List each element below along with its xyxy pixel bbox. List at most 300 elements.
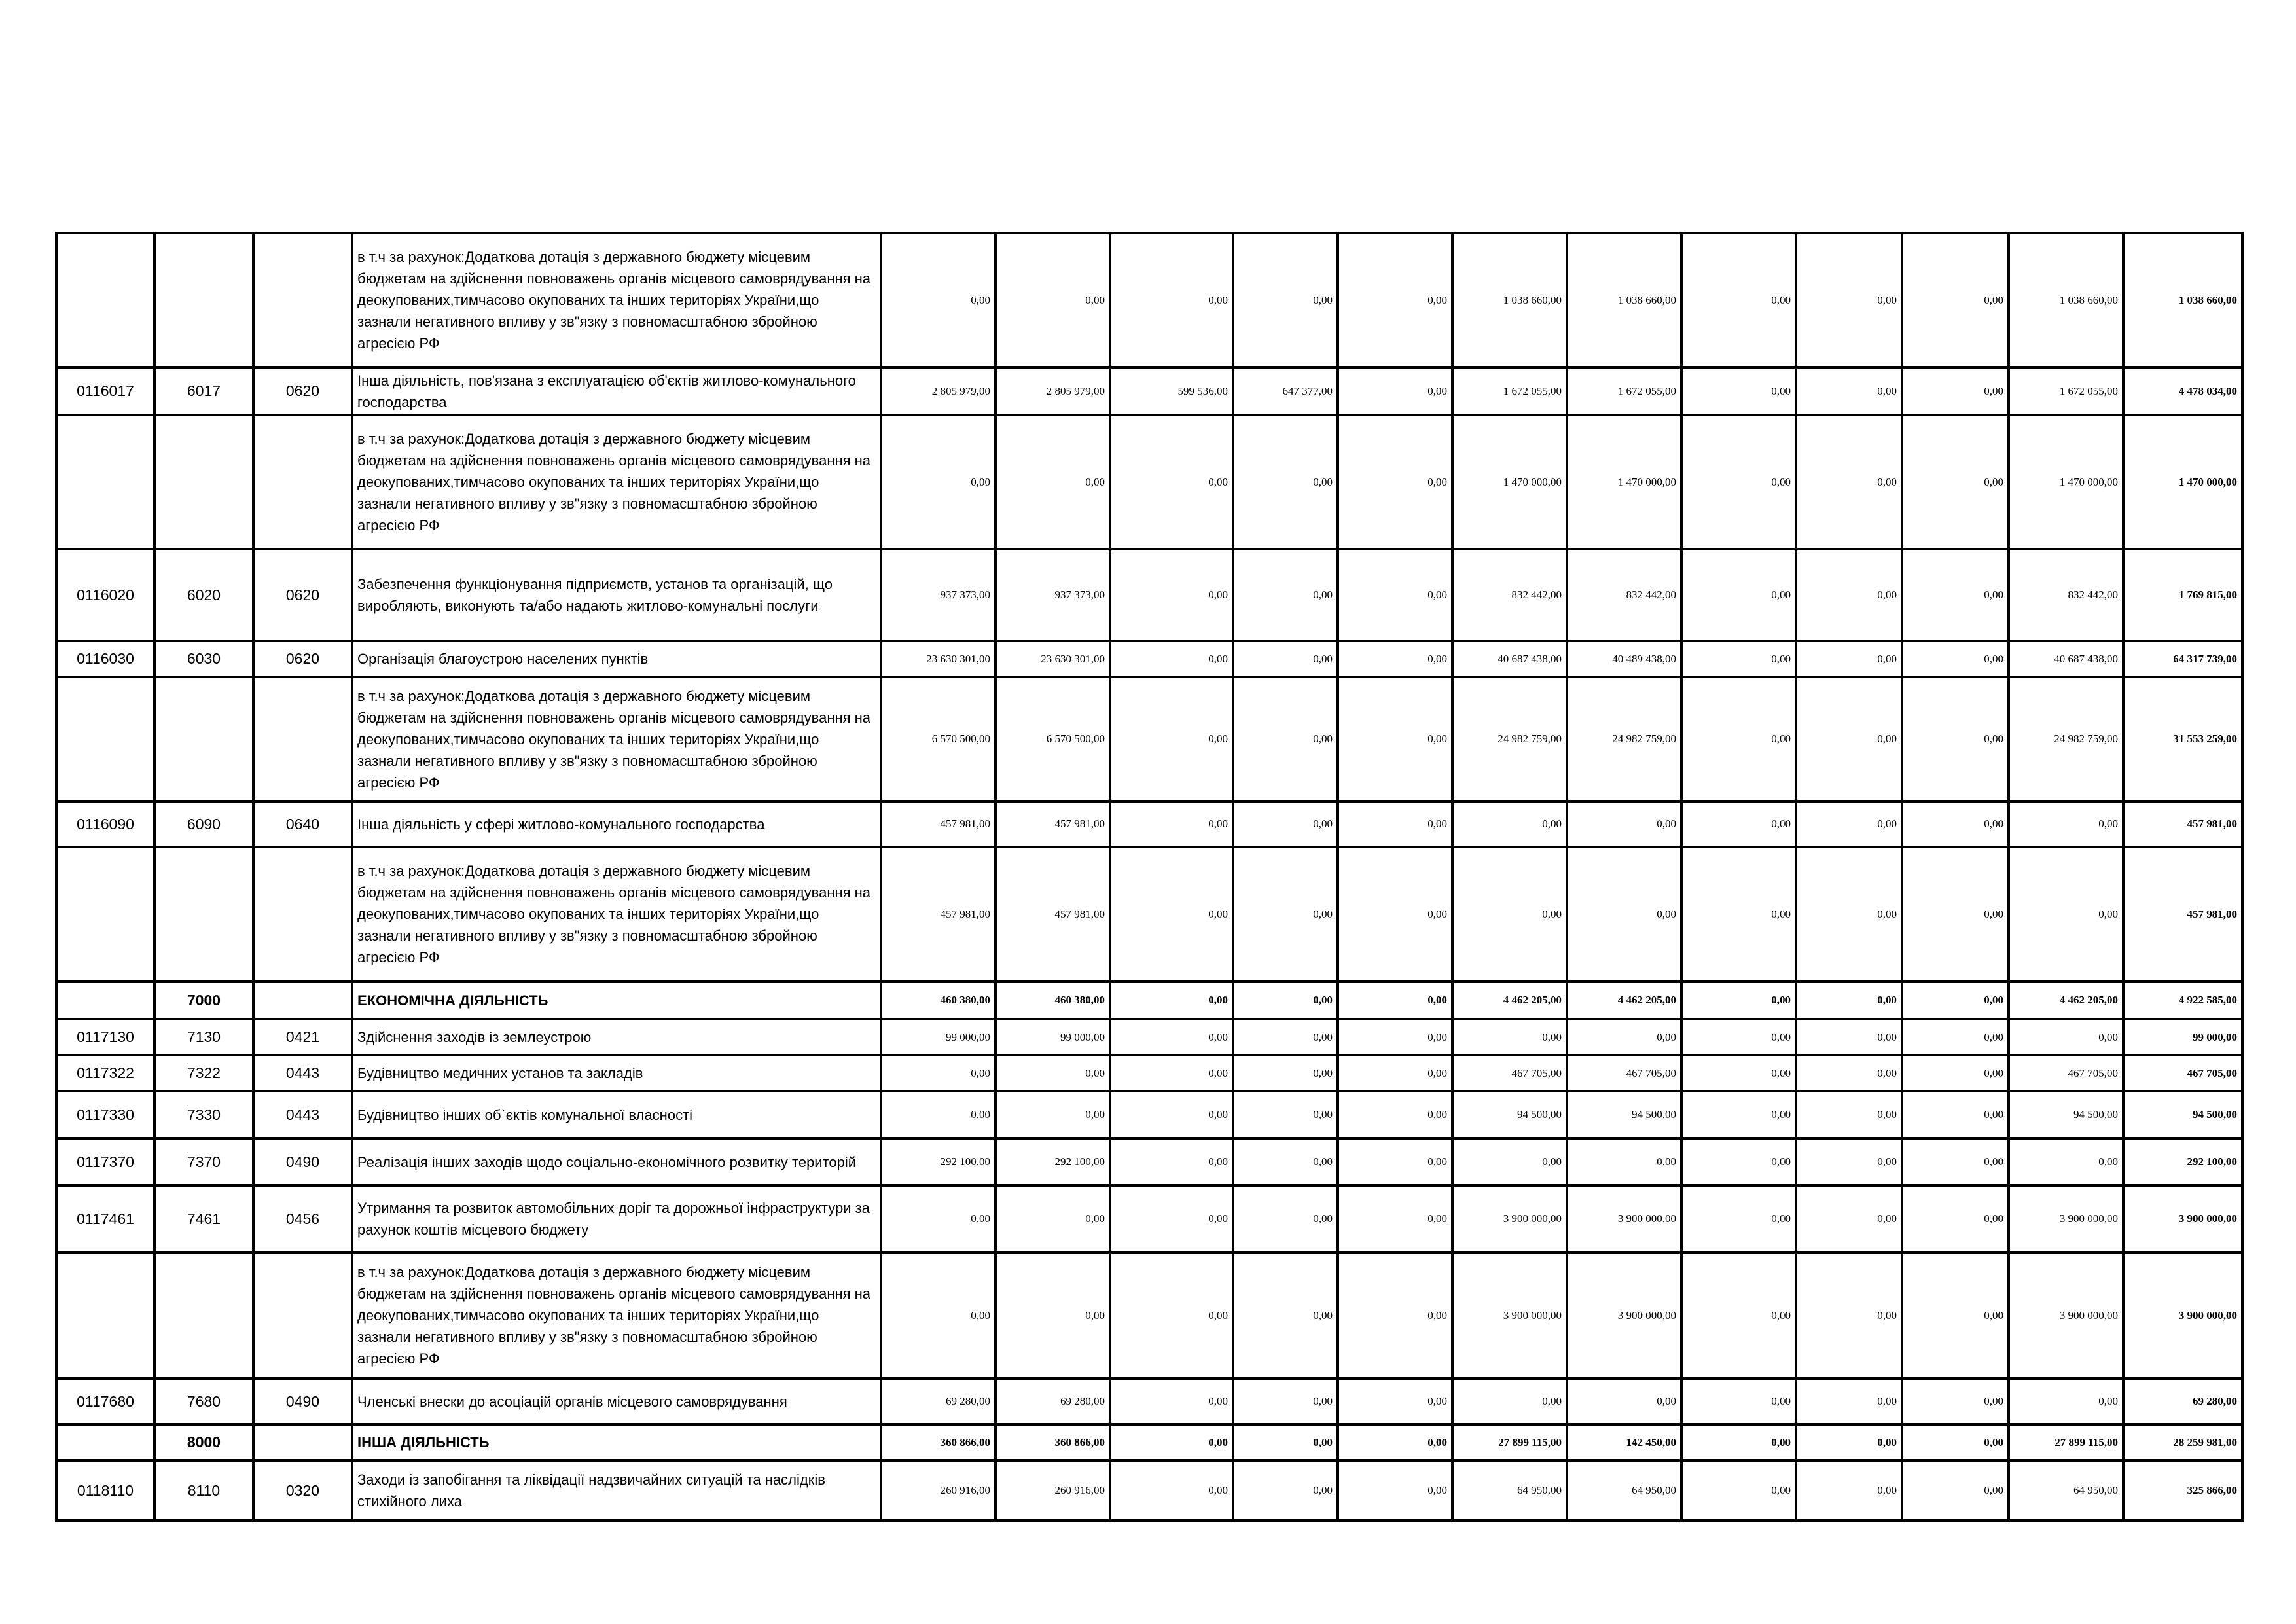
function-code-cell [154, 1252, 253, 1379]
amount-cell: 0,00 [996, 415, 1110, 549]
amount-cell: 260 916,00 [881, 1460, 996, 1521]
amount-cell: 0,00 [1110, 1185, 1233, 1252]
amount-cell: 0,00 [881, 415, 996, 549]
amount-cell: 24 982 759,00 [1567, 677, 1681, 801]
amount-cell: 0,00 [1796, 549, 1902, 641]
function-code-cell: 7680 [154, 1379, 253, 1424]
amount-cell: 0,00 [1338, 415, 1452, 549]
program-code-cell: 0116030 [56, 641, 154, 677]
description-cell: Утримання та розвиток автомобільних доріг та дорожньої інфраструктури за рахунок коштів місцевого бюджету [352, 1185, 881, 1252]
amount-cell: 0,00 [1233, 981, 1338, 1019]
total-cell: 457 981,00 [2123, 801, 2242, 847]
amount-cell: 40 687 438,00 [2009, 641, 2123, 677]
amount-cell: 0,00 [1902, 677, 2009, 801]
classification-code-cell: 0620 [253, 367, 352, 415]
amount-cell: 0,00 [1796, 801, 1902, 847]
amount-cell: 0,00 [1681, 1379, 1796, 1424]
function-code-cell: 6017 [154, 367, 253, 415]
amount-cell: 0,00 [1796, 233, 1902, 367]
table-row [56, 1019, 2242, 1055]
amount-cell: 832 442,00 [1452, 549, 1567, 641]
classification-code-cell [253, 415, 352, 549]
amount-cell: 0,00 [1110, 1091, 1233, 1138]
total-cell: 4 922 585,00 [2123, 981, 2242, 1019]
function-code-cell [154, 233, 253, 367]
amount-cell: 0,00 [1338, 1185, 1452, 1252]
description-cell: в т.ч за рахунок:Додаткова дотація з державного бюджету місцевим бюджетам на здійснення повноважень органів місцевого самоврядування на деокупованих,тимчасово окупованих та інших територіях України,що зазнали негативного впливу у зв"язку з повномасштабною збройною агресією РФ [352, 233, 881, 367]
amount-cell: 0,00 [1902, 1460, 2009, 1521]
program-code-cell: 0117330 [56, 1091, 154, 1138]
total-cell: 4 478 034,00 [2123, 367, 2242, 415]
amount-cell: 0,00 [996, 1252, 1110, 1379]
amount-cell: 360 866,00 [996, 1424, 1110, 1460]
amount-cell: 94 500,00 [1452, 1091, 1567, 1138]
table-row [56, 1379, 2242, 1424]
table-row [56, 1185, 2242, 1252]
table-row [56, 801, 2242, 847]
amount-cell: 292 100,00 [881, 1138, 996, 1185]
amount-cell: 0,00 [1796, 1138, 1902, 1185]
amount-cell: 0,00 [1110, 641, 1233, 677]
amount-cell: 0,00 [881, 1252, 996, 1379]
amount-cell: 4 462 205,00 [2009, 981, 2123, 1019]
amount-cell: 0,00 [1902, 1055, 2009, 1091]
amount-cell: 0,00 [1110, 1460, 1233, 1521]
total-cell: 69 280,00 [2123, 1379, 2242, 1424]
function-code-cell: 7130 [154, 1019, 253, 1055]
classification-code-cell: 0620 [253, 641, 352, 677]
amount-cell: 1 672 055,00 [2009, 367, 2123, 415]
amount-cell: 0,00 [1796, 981, 1902, 1019]
amount-cell: 937 373,00 [881, 549, 996, 641]
amount-cell: 64 950,00 [1452, 1460, 1567, 1521]
amount-cell: 0,00 [1681, 677, 1796, 801]
function-code-cell: 6030 [154, 641, 253, 677]
total-cell: 457 981,00 [2123, 847, 2242, 981]
amount-cell: 832 442,00 [2009, 549, 2123, 641]
description-cell: Реалізація інших заходів щодо соціально-економічного розвитку територій [352, 1138, 881, 1185]
amount-cell: 0,00 [1338, 801, 1452, 847]
amount-cell: 0,00 [1338, 233, 1452, 367]
amount-cell: 0,00 [1233, 1424, 1338, 1460]
amount-cell: 0,00 [1233, 801, 1338, 847]
amount-cell: 457 981,00 [881, 847, 996, 981]
amount-cell: 0,00 [1110, 1019, 1233, 1055]
function-code-cell: 7461 [154, 1185, 253, 1252]
amount-cell: 3 900 000,00 [1452, 1252, 1567, 1379]
amount-cell: 0,00 [1338, 641, 1452, 677]
amount-cell: 0,00 [1681, 1424, 1796, 1460]
amount-cell: 94 500,00 [2009, 1091, 2123, 1138]
subrow [56, 847, 2242, 981]
amount-cell: 0,00 [1796, 1424, 1902, 1460]
amount-cell: 94 500,00 [1567, 1091, 1681, 1138]
amount-cell: 3 900 000,00 [1567, 1252, 1681, 1379]
description-cell: ІНША ДІЯЛЬНІСТЬ [352, 1424, 881, 1460]
function-code-cell: 8110 [154, 1460, 253, 1521]
table-row [56, 367, 2242, 415]
amount-cell: 0,00 [2009, 1138, 2123, 1185]
amount-cell: 0,00 [1233, 1055, 1338, 1091]
amount-cell: 467 705,00 [2009, 1055, 2123, 1091]
amount-cell: 0,00 [1233, 1091, 1338, 1138]
amount-cell: 0,00 [1110, 1424, 1233, 1460]
amount-cell: 0,00 [1681, 641, 1796, 677]
amount-cell: 0,00 [1233, 1460, 1338, 1521]
total-cell: 31 553 259,00 [2123, 677, 2242, 801]
amount-cell: 0,00 [1681, 367, 1796, 415]
amount-cell: 0,00 [1110, 677, 1233, 801]
amount-cell: 0,00 [1681, 233, 1796, 367]
amount-cell: 0,00 [881, 1185, 996, 1252]
amount-cell: 0,00 [1233, 549, 1338, 641]
amount-cell: 460 380,00 [881, 981, 996, 1019]
amount-cell: 0,00 [1902, 1185, 2009, 1252]
amount-cell: 0,00 [1233, 1185, 1338, 1252]
amount-cell: 0,00 [1110, 1055, 1233, 1091]
program-code-cell: 0117461 [56, 1185, 154, 1252]
amount-cell: 599 536,00 [1110, 367, 1233, 415]
amount-cell: 6 570 500,00 [996, 677, 1110, 801]
amount-cell: 0,00 [1902, 1424, 2009, 1460]
amount-cell: 0,00 [1110, 1379, 1233, 1424]
amount-cell: 0,00 [1902, 549, 2009, 641]
amount-cell: 0,00 [2009, 1019, 2123, 1055]
description-cell: Інша діяльність, пов'язана з експлуатацією об'єктів житлово-комунального господарства [352, 367, 881, 415]
amount-cell: 0,00 [1233, 415, 1338, 549]
total-cell: 467 705,00 [2123, 1055, 2242, 1091]
table-row [56, 1460, 2242, 1521]
amount-cell: 40 489 438,00 [1567, 641, 1681, 677]
amount-cell: 0,00 [1233, 847, 1338, 981]
amount-cell: 0,00 [1796, 1460, 1902, 1521]
amount-cell: 0,00 [1681, 847, 1796, 981]
total-cell: 1 470 000,00 [2123, 415, 2242, 549]
total-cell: 99 000,00 [2123, 1019, 2242, 1055]
amount-cell: 0,00 [1902, 233, 2009, 367]
program-code-cell [56, 1252, 154, 1379]
amount-cell: 292 100,00 [996, 1138, 1110, 1185]
program-code-cell: 0116020 [56, 549, 154, 641]
amount-cell: 4 462 205,00 [1452, 981, 1567, 1019]
amount-cell: 0,00 [1110, 549, 1233, 641]
amount-cell: 0,00 [1681, 1091, 1796, 1138]
amount-cell: 0,00 [1233, 233, 1338, 367]
classification-code-cell [253, 847, 352, 981]
amount-cell: 0,00 [1902, 1138, 2009, 1185]
table-body [56, 233, 2242, 1521]
amount-cell: 0,00 [1233, 1379, 1338, 1424]
description-cell: Забезпечення функціонування підприємств, установ та організацій, що виробляють, виконують та/або надають житлово-комунальні послуги [352, 549, 881, 641]
function-code-cell: 7322 [154, 1055, 253, 1091]
amount-cell: 0,00 [1567, 1138, 1681, 1185]
amount-cell: 0,00 [1681, 1460, 1796, 1521]
amount-cell: 0,00 [1110, 415, 1233, 549]
amount-cell: 0,00 [1338, 981, 1452, 1019]
amount-cell: 0,00 [1110, 1252, 1233, 1379]
amount-cell: 260 916,00 [996, 1460, 1110, 1521]
amount-cell: 457 981,00 [996, 847, 1110, 981]
amount-cell: 0,00 [1452, 1019, 1567, 1055]
amount-cell: 0,00 [1796, 1185, 1902, 1252]
program-code-cell [56, 981, 154, 1019]
amount-cell: 0,00 [1110, 801, 1233, 847]
amount-cell: 0,00 [1902, 641, 2009, 677]
amount-cell: 457 981,00 [881, 801, 996, 847]
amount-cell: 0,00 [1902, 801, 2009, 847]
amount-cell: 0,00 [1233, 1252, 1338, 1379]
amount-cell: 0,00 [1681, 1252, 1796, 1379]
subrow [56, 677, 2242, 801]
amount-cell: 0,00 [1567, 1379, 1681, 1424]
amount-cell: 1 470 000,00 [1452, 415, 1567, 549]
amount-cell: 0,00 [1452, 1379, 1567, 1424]
program-code-cell: 0117370 [56, 1138, 154, 1185]
program-code-cell [56, 847, 154, 981]
table-row [56, 1138, 2242, 1185]
function-code-cell [154, 677, 253, 801]
program-code-cell [56, 233, 154, 367]
classification-code-cell: 0490 [253, 1379, 352, 1424]
function-code-cell: 7330 [154, 1091, 253, 1138]
amount-cell: 0,00 [996, 1091, 1110, 1138]
amount-cell: 0,00 [1796, 367, 1902, 415]
program-code-cell: 0117322 [56, 1055, 154, 1091]
amount-cell: 0,00 [2009, 801, 2123, 847]
amount-cell: 0,00 [996, 1185, 1110, 1252]
amount-cell: 0,00 [1567, 1019, 1681, 1055]
amount-cell: 0,00 [996, 233, 1110, 367]
subrow [56, 1252, 2242, 1379]
amount-cell: 0,00 [1902, 1019, 2009, 1055]
section-row [56, 981, 2242, 1019]
amount-cell: 0,00 [1567, 847, 1681, 981]
amount-cell: 0,00 [1233, 641, 1338, 677]
amount-cell: 1 470 000,00 [1567, 415, 1681, 549]
classification-code-cell: 0320 [253, 1460, 352, 1521]
amount-cell: 460 380,00 [996, 981, 1110, 1019]
function-code-cell: 6090 [154, 801, 253, 847]
description-cell: в т.ч за рахунок:Додаткова дотація з державного бюджету місцевим бюджетам на здійснення повноважень органів місцевого самоврядування на деокупованих,тимчасово окупованих та інших територіях України,що зазнали негативного впливу у зв"язку з повномасштабною збройною агресією РФ [352, 1252, 881, 1379]
amount-cell: 0,00 [881, 233, 996, 367]
description-cell: Організація благоустрою населених пунктів [352, 641, 881, 677]
amount-cell: 1 672 055,00 [1567, 367, 1681, 415]
total-cell: 325 866,00 [2123, 1460, 2242, 1521]
amount-cell: 23 630 301,00 [881, 641, 996, 677]
description-cell: Будівництво інших об`єктів комунальної власності [352, 1091, 881, 1138]
amount-cell: 1 038 660,00 [2009, 233, 2123, 367]
amount-cell: 0,00 [2009, 847, 2123, 981]
amount-cell: 2 805 979,00 [881, 367, 996, 415]
amount-cell: 0,00 [1796, 1379, 1902, 1424]
amount-cell: 40 687 438,00 [1452, 641, 1567, 677]
amount-cell: 0,00 [1796, 847, 1902, 981]
function-code-cell [154, 847, 253, 981]
classification-code-cell [253, 1252, 352, 1379]
amount-cell: 0,00 [1681, 1019, 1796, 1055]
amount-cell: 0,00 [1681, 1138, 1796, 1185]
program-code-cell: 0117130 [56, 1019, 154, 1055]
description-cell: в т.ч за рахунок:Додаткова дотація з державного бюджету місцевим бюджетам на здійснення повноважень органів місцевого самоврядування на деокупованих,тимчасово окупованих та інших територіях України,що зазнали негативного впливу у зв"язку з повномасштабною збройною агресією РФ [352, 677, 881, 801]
amount-cell: 0,00 [1338, 1019, 1452, 1055]
total-cell: 3 900 000,00 [2123, 1252, 2242, 1379]
amount-cell: 457 981,00 [996, 801, 1110, 847]
amount-cell: 1 470 000,00 [2009, 415, 2123, 549]
total-cell: 64 317 739,00 [2123, 641, 2242, 677]
amount-cell: 0,00 [881, 1091, 996, 1138]
program-code-cell: 0117680 [56, 1379, 154, 1424]
amount-cell: 0,00 [1902, 1379, 2009, 1424]
amount-cell: 0,00 [996, 1055, 1110, 1091]
classification-code-cell [253, 1424, 352, 1460]
amount-cell: 2 805 979,00 [996, 367, 1110, 415]
amount-cell: 64 950,00 [2009, 1460, 2123, 1521]
total-cell: 1 038 660,00 [2123, 233, 2242, 367]
classification-code-cell: 0443 [253, 1055, 352, 1091]
amount-cell: 1 038 660,00 [1567, 233, 1681, 367]
amount-cell: 467 705,00 [1567, 1055, 1681, 1091]
table-row [56, 1055, 2242, 1091]
classification-code-cell: 0443 [253, 1091, 352, 1138]
amount-cell: 0,00 [1567, 801, 1681, 847]
amount-cell: 0,00 [1902, 981, 2009, 1019]
amount-cell: 142 450,00 [1567, 1424, 1681, 1460]
amount-cell: 0,00 [1338, 549, 1452, 641]
program-code-cell: 0118110 [56, 1460, 154, 1521]
amount-cell: 4 462 205,00 [1567, 981, 1681, 1019]
amount-cell: 0,00 [1233, 677, 1338, 801]
description-cell: в т.ч за рахунок:Додаткова дотація з державного бюджету місцевим бюджетам на здійснення повноважень органів місцевого самоврядування на деокупованих,тимчасово окупованих та інших територіях України,що зазнали негативного впливу у зв"язку з повномасштабною збройною агресією РФ [352, 847, 881, 981]
amount-cell: 1 672 055,00 [1452, 367, 1567, 415]
amount-cell: 0,00 [1902, 1252, 2009, 1379]
description-cell: в т.ч за рахунок:Додаткова дотація з державного бюджету місцевим бюджетам на здійснення повноважень органів місцевого самоврядування на деокупованих,тимчасово окупованих та інших територіях України,що зазнали негативного впливу у зв"язку з повномасштабною збройною агресією РФ [352, 415, 881, 549]
amount-cell: 360 866,00 [881, 1424, 996, 1460]
amount-cell: 6 570 500,00 [881, 677, 996, 801]
amount-cell: 27 899 115,00 [1452, 1424, 1567, 1460]
classification-code-cell: 0421 [253, 1019, 352, 1055]
amount-cell: 0,00 [1902, 1091, 2009, 1138]
total-cell: 94 500,00 [2123, 1091, 2242, 1138]
total-cell: 28 259 981,00 [2123, 1424, 2242, 1460]
total-cell: 292 100,00 [2123, 1138, 2242, 1185]
amount-cell: 0,00 [1338, 1424, 1452, 1460]
amount-cell: 64 950,00 [1567, 1460, 1681, 1521]
total-cell: 1 769 815,00 [2123, 549, 2242, 641]
function-code-cell: 7370 [154, 1138, 253, 1185]
amount-cell: 0,00 [1796, 641, 1902, 677]
classification-code-cell: 0456 [253, 1185, 352, 1252]
table-row [56, 549, 2242, 641]
amount-cell: 3 900 000,00 [1567, 1185, 1681, 1252]
amount-cell: 647 377,00 [1233, 367, 1338, 415]
amount-cell: 937 373,00 [996, 549, 1110, 641]
amount-cell: 0,00 [1796, 1091, 1902, 1138]
amount-cell: 27 899 115,00 [2009, 1424, 2123, 1460]
amount-cell: 99 000,00 [996, 1019, 1110, 1055]
program-code-cell [56, 677, 154, 801]
amount-cell: 0,00 [1233, 1138, 1338, 1185]
amount-cell: 0,00 [1338, 677, 1452, 801]
amount-cell: 3 900 000,00 [1452, 1185, 1567, 1252]
program-code-cell [56, 1424, 154, 1460]
function-code-cell: 8000 [154, 1424, 253, 1460]
amount-cell: 0,00 [1902, 415, 2009, 549]
program-code-cell: 0116017 [56, 367, 154, 415]
section-row [56, 1424, 2242, 1460]
amount-cell: 0,00 [1452, 801, 1567, 847]
program-code-cell [56, 415, 154, 549]
amount-cell: 0,00 [1681, 549, 1796, 641]
amount-cell: 0,00 [1902, 367, 2009, 415]
classification-code-cell [253, 981, 352, 1019]
amount-cell: 0,00 [1796, 1252, 1902, 1379]
classification-code-cell: 0640 [253, 801, 352, 847]
amount-cell: 0,00 [1338, 1379, 1452, 1424]
amount-cell: 467 705,00 [1452, 1055, 1567, 1091]
function-code-cell: 6020 [154, 549, 253, 641]
subrow [56, 233, 2242, 367]
classification-code-cell: 0490 [253, 1138, 352, 1185]
amount-cell: 0,00 [881, 1055, 996, 1091]
description-cell: Членські внески до асоціацій органів місцевого самоврядування [352, 1379, 881, 1424]
amount-cell: 0,00 [1681, 415, 1796, 549]
amount-cell: 0,00 [1681, 981, 1796, 1019]
table-row [56, 1091, 2242, 1138]
program-code-cell: 0116090 [56, 801, 154, 847]
classification-code-cell: 0620 [253, 549, 352, 641]
table-row [56, 641, 2242, 677]
amount-cell: 0,00 [1338, 1252, 1452, 1379]
amount-cell: 0,00 [1338, 1055, 1452, 1091]
description-cell: Здійснення заходів із землеустрою [352, 1019, 881, 1055]
amount-cell: 23 630 301,00 [996, 641, 1110, 677]
amount-cell: 0,00 [1110, 233, 1233, 367]
amount-cell: 69 280,00 [996, 1379, 1110, 1424]
amount-cell: 0,00 [1338, 367, 1452, 415]
total-cell: 3 900 000,00 [2123, 1185, 2242, 1252]
amount-cell: 0,00 [1338, 1138, 1452, 1185]
amount-cell: 0,00 [1681, 1185, 1796, 1252]
description-cell: Будівництво медичних установ та закладів [352, 1055, 881, 1091]
amount-cell: 0,00 [1796, 1019, 1902, 1055]
amount-cell: 0,00 [1452, 847, 1567, 981]
amount-cell: 24 982 759,00 [1452, 677, 1567, 801]
classification-code-cell [253, 233, 352, 367]
classification-code-cell [253, 677, 352, 801]
amount-cell: 0,00 [1338, 1091, 1452, 1138]
amount-cell: 3 900 000,00 [2009, 1185, 2123, 1252]
budget-table [55, 232, 2244, 1522]
amount-cell: 0,00 [1796, 1055, 1902, 1091]
amount-cell: 3 900 000,00 [2009, 1252, 2123, 1379]
amount-cell: 0,00 [1338, 1460, 1452, 1521]
amount-cell: 0,00 [1338, 847, 1452, 981]
amount-cell: 0,00 [1110, 1138, 1233, 1185]
description-cell: Інша діяльність у сфері житлово-комунального господарства [352, 801, 881, 847]
amount-cell: 69 280,00 [881, 1379, 996, 1424]
amount-cell: 0,00 [1902, 847, 2009, 981]
function-code-cell [154, 415, 253, 549]
amount-cell: 0,00 [1452, 1138, 1567, 1185]
description-cell: ЕКОНОМІЧНА ДІЯЛЬНІСТЬ [352, 981, 881, 1019]
amount-cell: 24 982 759,00 [2009, 677, 2123, 801]
description-cell: Заходи із запобігання та ліквідації надзвичайних ситуацій та наслідків стихійного лиха [352, 1460, 881, 1521]
function-code-cell: 7000 [154, 981, 253, 1019]
amount-cell: 0,00 [1110, 847, 1233, 981]
amount-cell: 0,00 [2009, 1379, 2123, 1424]
amount-cell: 832 442,00 [1567, 549, 1681, 641]
subrow [56, 415, 2242, 549]
